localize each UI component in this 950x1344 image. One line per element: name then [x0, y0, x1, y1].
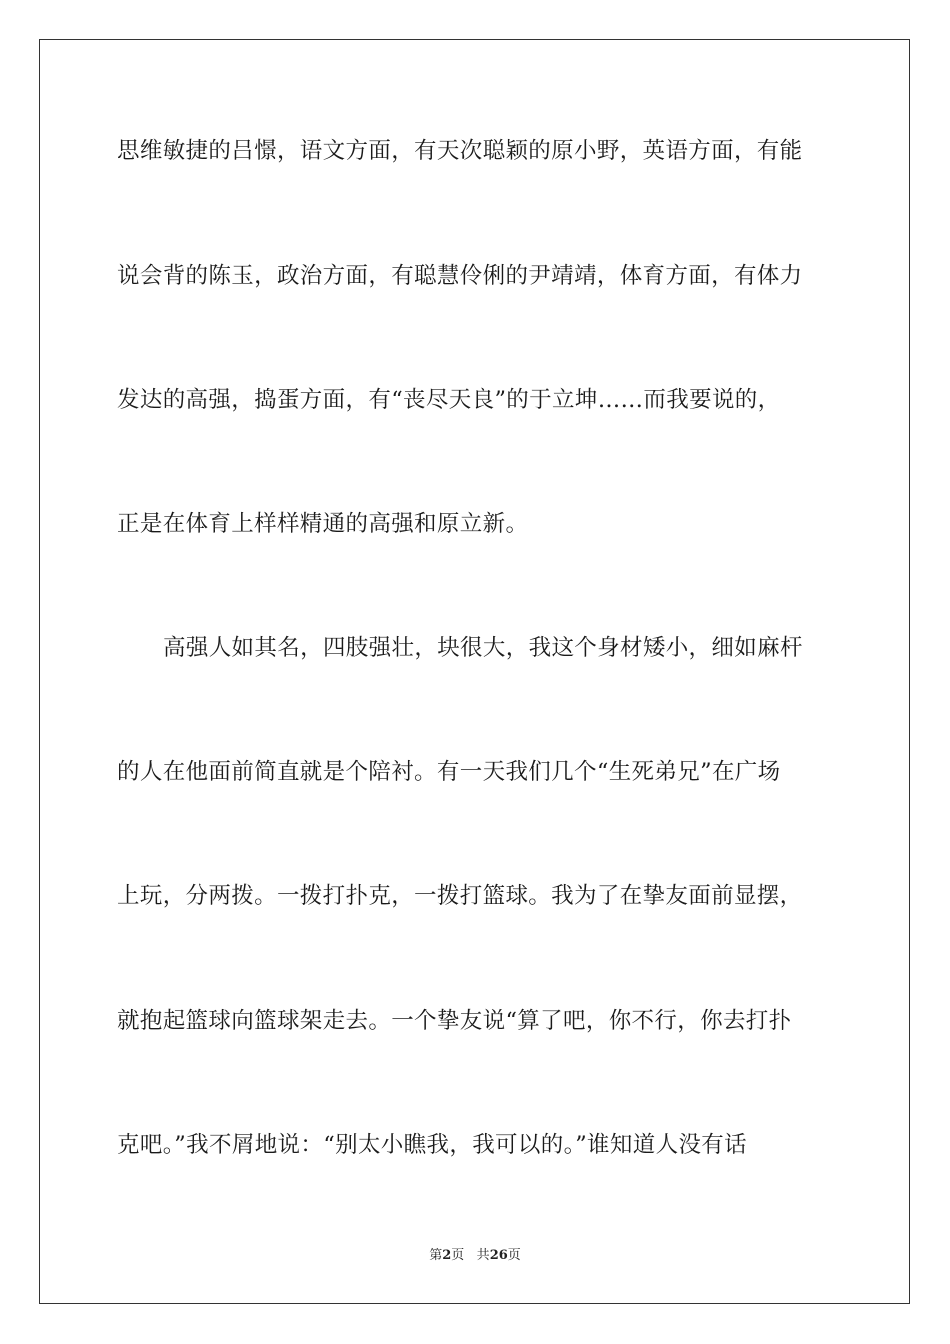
page-footer: [0, 1247, 950, 1265]
page-number: 2: [442, 1248, 452, 1263]
page-border: [39, 39, 910, 1304]
body-text-line-4: 正是在体育上样样精通的高强和原立新。: [117, 511, 529, 537]
total-pages: 26: [489, 1248, 508, 1263]
total-suffix: 页: [507, 1248, 521, 1263]
page-suffix: 页: [451, 1248, 465, 1263]
page-prefix: 第: [429, 1248, 443, 1263]
body-text-line-1: 思维敏捷的吕憬，语文方面，有天次聪颖的原小野，英语方面，有能: [117, 138, 803, 164]
body-text-line-8: 就抱起篮球向篮球架走去。一个挚友说“算了吧，你不行，你去打扑: [117, 1008, 792, 1034]
body-text-line-6: 的人在他面前简直就是个陪衬。有一天我们几个“生死弟兄”在广场: [117, 759, 781, 785]
total-prefix: 共: [476, 1248, 490, 1263]
body-text-line-5: 高强人如其名，四肢强壮，块很大，我这个身材矮小，细如麻杆: [163, 635, 803, 661]
body-text-line-9: 克吧。”我不屑地说：“别太小瞧我，我可以的。”谁知道人没有话: [117, 1132, 748, 1158]
body-text-line-2: 说会背的陈玉，政治方面，有聪慧伶俐的尹靖靖，体育方面，有体力: [117, 263, 803, 289]
body-text-line-3: 发达的高强，捣蛋方面，有“丧尽天良”的于立坤……而我要说的，: [117, 387, 781, 413]
body-text-line-7: 上玩，分两拨。一拨打扑克，一拨打篮球。我为了在挚友面前显摆，: [117, 883, 803, 909]
